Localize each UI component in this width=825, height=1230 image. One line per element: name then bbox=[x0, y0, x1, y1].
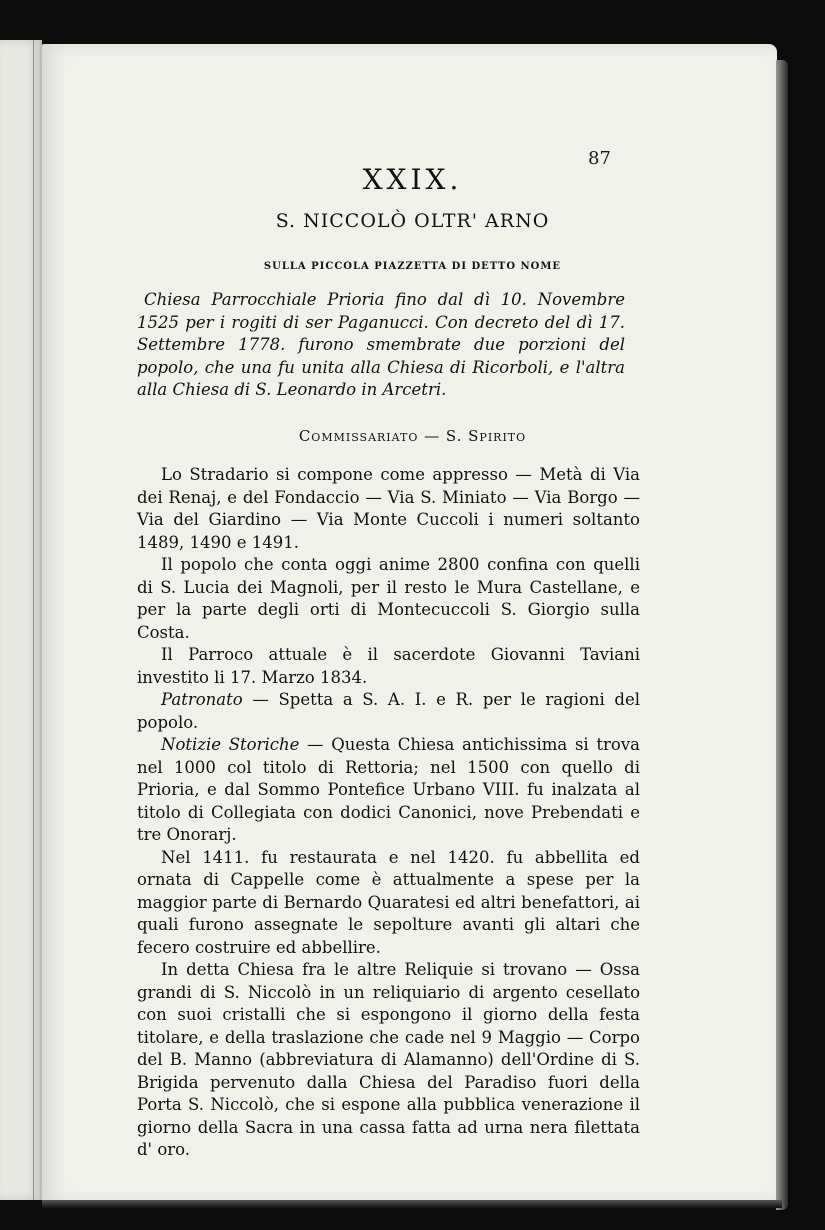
paragraph-text: Lo Stradario si compone come appresso — Metà di Via dei Renaj, e del Fondaccio — Via S. Miniato — Via Borgo — Via del Giardino — Via Monte Cuccoli i numeri soltanto 1489, 1490 e 1491. bbox=[137, 465, 640, 552]
page-edge-shadow bbox=[776, 60, 788, 1210]
page-number: 87 bbox=[588, 148, 611, 169]
paragraph-text: — Spetta a S. A. I. e R. per le ragioni del popolo. bbox=[137, 690, 640, 732]
paragraph-text: — Questa Chiesa antichissima si trova nel 1000 col titolo di Rettoria; nel 1500 con quello di Prioria, e dal Sommo Pontefice Urbano VIII. fu inalzata al titolo di Collegiata con dodici Canonici, nove Prebendati e tre Onorarj. bbox=[137, 735, 640, 844]
paragraph bbox=[137, 464, 640, 554]
paragraph bbox=[137, 554, 640, 644]
church-title: S. NICCOLÒ OLTR' ARNO bbox=[275, 210, 550, 232]
intro-paragraph: Chiesa Parrocchiale Prioria fino dal dì 10. Novembre 1525 per i rogiti di ser Paganucci. Con decreto del dì 17. Settembre 1778. furono smembrate due porzioni del popolo, che una fu unita alla Chiesa di Ricorboli, e l'altra alla Chiesa di S. Leonardo in Arcetri. bbox=[137, 290, 625, 399]
chapter-number: XXIX. bbox=[362, 163, 463, 196]
page-bottom-shadow bbox=[42, 1200, 782, 1208]
paragraph-text: Il Parroco attuale è il sacerdote Giovanni Taviani investito li 17. Marzo 1834. bbox=[137, 645, 640, 687]
paragraph-text: Il popolo che conta oggi anime 2800 confina con quelli di S. Lucia dei Magnoli, per il resto le Mura Castellane, e per la parte degli orti di Montecuccoli S. Giorgio sulla Costa. bbox=[137, 555, 640, 642]
paragraph bbox=[137, 689, 640, 734]
paragraph bbox=[137, 959, 640, 1162]
location-subtitle: SULLA PICCOLA PIAZZETTA DI DETTO NOME bbox=[263, 261, 562, 272]
body-text bbox=[137, 464, 640, 1162]
paragraph bbox=[137, 644, 640, 689]
paragraph-label: Notizie Storiche bbox=[161, 735, 300, 754]
section-heading: Commissariato — S. Spirito bbox=[298, 427, 527, 445]
paragraph bbox=[137, 734, 640, 847]
paragraph-text: Nel 1411. fu restaurata e nel 1420. fu abbellita ed ornata di Cappelle come è attualmente a spese per la maggior parte di Bernardo Quaratesi ed altri benefattori, ai quali furono assegnate le sepolture avanti gli altari che fecero costruire ed abbellire. bbox=[137, 847, 640, 957]
paragraph bbox=[137, 847, 640, 960]
paragraph-text: In detta Chiesa fra le altre Reliquie si trovano — Ossa grandi di S. Niccolò in un reliquiario di argento cesellato con suoi cristalli che si espongono il giorno della festa titolare, e della traslazione che cade nel 9 Maggio — Corpo del B. Manno (abbreviatura di Alamanno) dell'Ordine di S. Brigida pervenuto dalla Chiesa del Paradiso fuori della Porta S. Niccolò, che si espone alla pubblica venerazione il giorno della Sacra in una cassa fatta ad urna nera filettata d' oro. bbox=[137, 960, 640, 1159]
paragraph-label: Patronato bbox=[161, 690, 243, 709]
